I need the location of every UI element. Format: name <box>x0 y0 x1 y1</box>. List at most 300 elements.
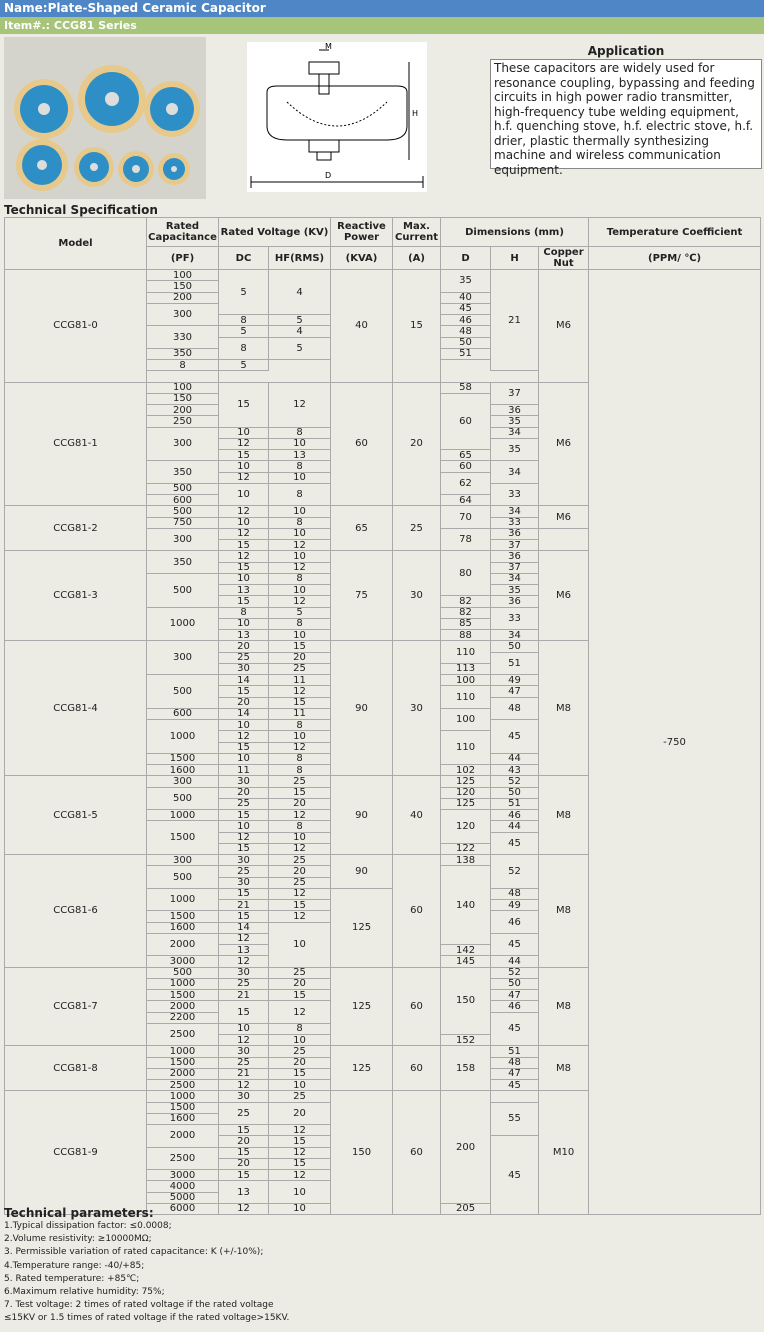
hf-cell: 15 <box>269 900 331 911</box>
h-cell: 46 <box>491 911 539 934</box>
hf-cell: 25 <box>269 776 331 787</box>
cap-cell: 300 <box>147 855 219 866</box>
capacitor-photo <box>4 37 206 199</box>
dc-cell: 15 <box>219 1170 269 1181</box>
h-cell: 48 <box>491 1057 539 1068</box>
hf-cell: 12 <box>269 888 331 899</box>
hf-cell: 12 <box>269 1001 331 1024</box>
hf-cell: 10 <box>269 832 331 843</box>
d-cell: 110 <box>441 641 491 664</box>
h-cell: 45 <box>491 1012 539 1046</box>
kva-cell: 40 <box>331 270 393 383</box>
h-cell: 52 <box>491 776 539 787</box>
dc-cell: 30 <box>219 967 269 978</box>
dc-cell: 8 <box>147 360 219 371</box>
cap-cell: 600 <box>147 495 219 506</box>
current-cell: 60 <box>393 967 441 1046</box>
param-line: ≤15KV or 1.5 times of rated voltage if the rated voltage>15KV. <box>4 1313 290 1324</box>
kva-cell: 125 <box>331 967 393 1046</box>
cap-cell: 1500 <box>147 1102 219 1113</box>
hf-cell: 25 <box>269 967 331 978</box>
hf-cell: 11 <box>269 708 331 719</box>
hf-cell: 15 <box>269 1136 331 1147</box>
hf-cell: 15 <box>269 787 331 798</box>
table-row <box>5 270 761 281</box>
h-cell: 35 <box>491 585 539 596</box>
hf-cell: 8 <box>269 618 331 629</box>
dc-cell: 15 <box>219 686 269 697</box>
hf-cell: 12 <box>269 810 331 821</box>
h-cell: 49 <box>491 675 539 686</box>
dc-cell: 14 <box>219 922 269 933</box>
d-cell: 152 <box>441 1035 491 1046</box>
h-cell: 46 <box>491 810 539 821</box>
hf-cell: 8 <box>269 573 331 584</box>
nut-cell: M6 <box>539 551 589 641</box>
h-cell: 37 <box>491 540 539 551</box>
d-cell: 125 <box>441 798 491 809</box>
nut-cell: M8 <box>539 855 589 968</box>
application-title: Application <box>587 44 665 58</box>
cap-cell: 1000 <box>147 1091 219 1102</box>
hf-cell: 12 <box>269 562 331 573</box>
kva-cell: 150 <box>331 1091 393 1215</box>
h-cell: 45 <box>491 933 539 956</box>
h-cell: 34 <box>491 573 539 584</box>
dc-cell: 10 <box>219 753 269 764</box>
dc-cell: 12 <box>219 1080 269 1091</box>
d-cell: 78 <box>441 528 491 551</box>
cap-cell: 1500 <box>147 821 219 855</box>
d-cell: 145 <box>441 956 491 967</box>
dc-cell: 8 <box>219 337 269 360</box>
header-rated-voltage: Rated Voltage (KV) <box>219 218 331 247</box>
dc-cell: 21 <box>219 990 269 1001</box>
cap-cell: 1600 <box>147 765 219 776</box>
hf-cell: 10 <box>269 1203 331 1214</box>
current-cell: 60 <box>393 1046 441 1091</box>
d-cell: 120 <box>441 787 491 798</box>
dc-cell: 10 <box>219 720 269 731</box>
model-cell: CCG81-6 <box>5 855 147 968</box>
hf-cell: 12 <box>269 742 331 753</box>
hf-cell: 12 <box>269 1125 331 1136</box>
d-cell: 142 <box>441 945 491 956</box>
cap-cell: 500 <box>147 506 219 517</box>
hf-cell: 12 <box>269 540 331 551</box>
hf-cell: 4 <box>269 270 331 315</box>
cap-cell: 100 <box>147 382 219 393</box>
cap-cell: 1500 <box>147 1057 219 1068</box>
dc-cell: 12 <box>219 956 269 967</box>
model-cell: CCG81-0 <box>5 270 147 383</box>
d-cell: 35 <box>441 270 491 293</box>
cap-cell: 350 <box>147 551 219 574</box>
hf-cell: 8 <box>269 1023 331 1034</box>
h-cell: 45 <box>491 1136 539 1215</box>
param-line: 7. Test voltage: 2 times of rated voltage if the rated voltage <box>4 1300 274 1311</box>
d-cell: 110 <box>441 731 491 765</box>
cap-cell: 1500 <box>147 753 219 764</box>
h-cell: 51 <box>491 1046 539 1057</box>
nut-cell: M8 <box>539 776 589 855</box>
hf-cell: 10 <box>269 731 331 742</box>
cap-cell: 3000 <box>147 956 219 967</box>
dc-cell: 10 <box>219 427 269 438</box>
kva-cell: 65 <box>331 506 393 551</box>
param-line: 6.Maximum relative humidity: 75%; <box>4 1287 165 1298</box>
cap-cell: 2000 <box>147 933 219 956</box>
h-cell: 33 <box>491 517 539 528</box>
dc-cell: 15 <box>219 1147 269 1158</box>
h-cell: 36 <box>491 405 539 416</box>
d-cell: 64 <box>441 495 491 506</box>
dc-cell: 20 <box>219 641 269 652</box>
cap-cell: 1000 <box>147 720 219 754</box>
h-cell: 49 <box>491 900 539 911</box>
dc-cell: 10 <box>219 821 269 832</box>
h-cell: 45 <box>491 832 539 855</box>
drawing-label-h: H <box>412 109 419 118</box>
dc-cell: 30 <box>219 663 269 674</box>
kva-cell: 60 <box>331 382 393 506</box>
d-cell: 150 <box>441 967 491 1035</box>
hf-cell: 8 <box>269 821 331 832</box>
h-cell: 45 <box>491 1080 539 1091</box>
d-cell: 60 <box>441 393 491 449</box>
hf-cell: 15 <box>269 1068 331 1079</box>
cap-cell: 200 <box>147 292 219 303</box>
hf-cell: 15 <box>269 990 331 1001</box>
dc-cell: 15 <box>219 742 269 753</box>
hf-cell: 10 <box>269 585 331 596</box>
cap-cell: 1000 <box>147 607 219 641</box>
header-max-current: Max. Current <box>393 218 441 247</box>
hf-cell: 20 <box>269 1102 331 1125</box>
hf-cell: 20 <box>269 798 331 809</box>
hf-cell: 10 <box>269 506 331 517</box>
dc-cell: 8 <box>219 315 269 326</box>
dc-cell: 8 <box>219 607 269 618</box>
dc-cell: 30 <box>219 877 269 888</box>
spec-table <box>4 217 761 1215</box>
hf-cell: 4 <box>269 326 331 337</box>
cap-cell: 300 <box>147 303 219 326</box>
h-cell: 34 <box>491 461 539 484</box>
param-line: 4.Temperature range: -40/+85; <box>4 1260 145 1271</box>
hf-cell: 5 <box>219 360 269 371</box>
model-cell: CCG81-3 <box>5 551 147 641</box>
nut-cell: M6 <box>539 382 589 506</box>
dc-cell: 13 <box>219 1181 269 1204</box>
hf-cell: 8 <box>269 427 331 438</box>
h-cell: 50 <box>491 641 539 652</box>
h-cell: 37 <box>491 382 539 405</box>
hf-cell: 20 <box>269 866 331 877</box>
dc-cell: 5 <box>219 326 269 337</box>
cap-cell: 500 <box>147 573 219 607</box>
param-line: 3. Permissible variation of rated capacitance: K (+/-10%); <box>4 1247 264 1258</box>
cap-cell: 150 <box>147 393 219 404</box>
dc-cell: 30 <box>219 776 269 787</box>
hf-cell: 12 <box>269 843 331 854</box>
current-cell: 25 <box>393 506 441 551</box>
cap-cell: 2000 <box>147 1068 219 1079</box>
h-cell: 52 <box>491 855 539 889</box>
hf-cell: 11 <box>269 675 331 686</box>
params-title: Technical parameters: <box>4 1206 154 1220</box>
dc-cell: 30 <box>219 1046 269 1057</box>
h-cell: 33 <box>491 607 539 630</box>
dc-cell: 13 <box>219 630 269 641</box>
d-cell: 102 <box>441 765 491 776</box>
d-cell: 120 <box>441 810 491 844</box>
cap-cell: 350 <box>147 461 219 484</box>
cap-cell: 1500 <box>147 911 219 922</box>
model-cell: CCG81-4 <box>5 641 147 776</box>
cap-cell: 500 <box>147 787 219 810</box>
cap-cell: 500 <box>147 967 219 978</box>
dc-cell: 15 <box>219 562 269 573</box>
header-rated-capacitance: Rated Capacitance <box>147 218 219 247</box>
h-cell: 47 <box>491 1068 539 1079</box>
cap-cell: 200 <box>147 405 219 416</box>
cap-cell: 330 <box>147 326 219 349</box>
h-cell: 48 <box>491 888 539 899</box>
h-cell <box>491 1091 539 1102</box>
application-text: These capacitors are widely used for resonance coupling, bypassing and feeding circuits in high power radio transmitter, high-frequency tube welding equipment, h.f. quenching stove, h.f. electric stove, h.f. drier, plastic thermally synthesizing machine and wireless communication equipment. <box>490 59 762 169</box>
cap-cell: 1600 <box>147 1113 219 1124</box>
h-cell: 36 <box>491 551 539 562</box>
cap-cell: 4000 <box>147 1181 219 1192</box>
hf-cell: 10 <box>269 1035 331 1046</box>
dc-cell: 21 <box>219 1068 269 1079</box>
d-cell: 122 <box>441 843 491 854</box>
d-cell: 88 <box>441 630 491 641</box>
h-cell: 52 <box>491 967 539 978</box>
dc-cell: 25 <box>219 978 269 989</box>
hf-cell: 15 <box>269 1158 331 1169</box>
current-cell: 60 <box>393 855 441 968</box>
hf-cell: 10 <box>269 922 331 967</box>
d-cell: 100 <box>441 675 491 686</box>
h-cell: 46 <box>491 1001 539 1012</box>
cap-cell: 2500 <box>147 1080 219 1091</box>
h-cell: 45 <box>491 720 539 754</box>
dc-cell: 12 <box>219 438 269 449</box>
current-cell: 30 <box>393 641 441 776</box>
cap-cell: 2500 <box>147 1147 219 1170</box>
dc-cell: 15 <box>219 888 269 899</box>
h-cell: 51 <box>491 798 539 809</box>
dc-cell: 11 <box>219 765 269 776</box>
header-dc: DC <box>219 247 269 270</box>
dc-cell: 15 <box>219 382 269 427</box>
hf-cell: 20 <box>269 1057 331 1068</box>
hf-cell: 25 <box>269 1046 331 1057</box>
model-cell: CCG81-5 <box>5 776 147 855</box>
dc-cell: 20 <box>219 697 269 708</box>
cap-cell: 1000 <box>147 978 219 989</box>
h-cell: 44 <box>491 956 539 967</box>
header-h: H <box>491 247 539 270</box>
d-cell: 100 <box>441 708 491 731</box>
kva-cell: 90 <box>331 855 393 889</box>
dc-cell: 25 <box>219 1057 269 1068</box>
d-cell: 50 <box>441 337 491 348</box>
cap-cell: 3000 <box>147 1170 219 1181</box>
hf-cell: 8 <box>269 720 331 731</box>
dc-cell: 30 <box>219 1091 269 1102</box>
current-cell: 40 <box>393 776 441 855</box>
drawing-label-d: D <box>325 171 332 180</box>
cap-cell: 2200 <box>147 1012 219 1023</box>
dc-cell: 15 <box>219 1125 269 1136</box>
h-cell: 34 <box>491 506 539 517</box>
header-ppm: (PPM/ ℃) <box>589 247 761 270</box>
dc-cell: 12 <box>219 933 269 944</box>
cap-cell: 500 <box>147 483 219 494</box>
h-cell: 35 <box>491 416 539 427</box>
nut-cell: M6 <box>539 506 589 529</box>
dc-cell: 30 <box>219 855 269 866</box>
dc-cell: 10 <box>219 573 269 584</box>
hf-cell: 12 <box>269 596 331 607</box>
dc-cell: 25 <box>219 652 269 663</box>
kva-cell: 90 <box>331 641 393 776</box>
dc-cell: 15 <box>219 540 269 551</box>
dc-cell: 14 <box>219 675 269 686</box>
kva-cell: 90 <box>331 776 393 855</box>
dc-cell: 12 <box>219 832 269 843</box>
dc-cell: 12 <box>219 1035 269 1046</box>
cap-cell: 6000 <box>147 1203 219 1214</box>
dc-cell: 12 <box>219 551 269 562</box>
nut-cell: M10 <box>539 1091 589 1215</box>
hf-cell: 25 <box>269 1091 331 1102</box>
model-cell: CCG81-2 <box>5 506 147 551</box>
spec-title: Technical Specification <box>4 203 158 217</box>
dc-cell: 12 <box>219 528 269 539</box>
dimension-drawing <box>247 42 427 192</box>
kva-cell: 125 <box>331 888 393 967</box>
dc-cell: 25 <box>219 866 269 877</box>
header-temperature-coefficient: Temperature Coefficient <box>589 218 761 247</box>
param-line: 1.Typical dissipation factor: ≤0.0008; <box>4 1221 172 1231</box>
hf-cell: 8 <box>269 461 331 472</box>
h-cell: 21 <box>491 270 539 371</box>
d-cell: 65 <box>441 450 491 461</box>
hf-cell: 12 <box>269 911 331 922</box>
d-cell: 82 <box>441 607 491 618</box>
d-cell: 58 <box>441 382 491 393</box>
d-cell: 46 <box>441 315 491 326</box>
hf-cell: 25 <box>269 877 331 888</box>
current-cell: 15 <box>393 270 441 383</box>
d-cell: 51 <box>441 348 491 359</box>
d-cell: 60 <box>441 461 491 472</box>
hf-cell: 25 <box>269 663 331 674</box>
hf-cell: 20 <box>269 978 331 989</box>
header-reactive-power: Reactive Power <box>331 218 393 247</box>
h-cell: 34 <box>491 427 539 438</box>
header-model: Model <box>5 218 147 270</box>
hf-cell: 20 <box>269 652 331 663</box>
header-pf: (PF) <box>147 247 219 270</box>
d-cell: 40 <box>441 292 491 303</box>
hf-cell: 13 <box>269 450 331 461</box>
dc-cell: 15 <box>219 450 269 461</box>
h-cell: 36 <box>491 528 539 539</box>
dc-cell: 12 <box>219 506 269 517</box>
model-cell: CCG81-7 <box>5 967 147 1046</box>
hf-cell: 5 <box>269 337 331 360</box>
h-cell: 37 <box>491 562 539 573</box>
current-cell: 20 <box>393 382 441 506</box>
hf-cell: 15 <box>269 641 331 652</box>
hf-cell: 15 <box>269 697 331 708</box>
h-cell: 35 <box>491 438 539 461</box>
h-cell: 34 <box>491 630 539 641</box>
cap-cell: 300 <box>147 528 219 551</box>
hf-cell: 10 <box>269 1181 331 1204</box>
dc-cell: 15 <box>219 843 269 854</box>
dc-cell: 15 <box>219 810 269 821</box>
cap-cell: 300 <box>147 641 219 675</box>
dc-cell: 21 <box>219 900 269 911</box>
d-cell: 205 <box>441 1203 491 1214</box>
dc-cell: 14 <box>219 708 269 719</box>
header-copper-nut: Copper Nut <box>539 247 589 270</box>
hf-cell: 5 <box>269 607 331 618</box>
cap-cell: 600 <box>147 708 219 719</box>
nut-cell: M6 <box>539 270 589 383</box>
d-cell: 200 <box>441 1091 491 1204</box>
current-cell: 60 <box>393 1091 441 1215</box>
dc-cell: 12 <box>219 731 269 742</box>
h-cell: 48 <box>491 697 539 720</box>
cap-cell: 1600 <box>147 922 219 933</box>
item-number-bar: Item#.: CCG81 Series <box>0 17 764 34</box>
kva-cell: 75 <box>331 551 393 641</box>
d-cell: 82 <box>441 596 491 607</box>
model-cell: CCG81-9 <box>5 1091 147 1215</box>
h-cell <box>147 371 219 382</box>
dc-cell: 10 <box>219 1023 269 1034</box>
cap-cell: 1000 <box>147 888 219 911</box>
cap-cell: 250 <box>147 416 219 427</box>
cap-cell: 1000 <box>147 810 219 821</box>
kva-cell: 125 <box>331 1046 393 1091</box>
hf-cell: 8 <box>269 753 331 764</box>
h-cell: 43 <box>491 765 539 776</box>
hf-cell: 10 <box>269 528 331 539</box>
cap-cell: 5000 <box>147 1192 219 1203</box>
dc-cell: 25 <box>219 1102 269 1125</box>
params-list <box>4 1220 760 1326</box>
nut-cell: M8 <box>539 967 589 1046</box>
cap-cell: 2000 <box>147 1125 219 1148</box>
model-cell: CCG81-1 <box>5 382 147 506</box>
cap-cell: 500 <box>147 866 219 889</box>
hf-cell: 10 <box>269 472 331 483</box>
d-cell: 85 <box>441 618 491 629</box>
cap-cell: 2000 <box>147 1001 219 1012</box>
h-cell: 36 <box>491 596 539 607</box>
cap-cell: 500 <box>147 675 219 709</box>
d-cell: 110 <box>441 686 491 709</box>
h-cell: 47 <box>491 686 539 697</box>
